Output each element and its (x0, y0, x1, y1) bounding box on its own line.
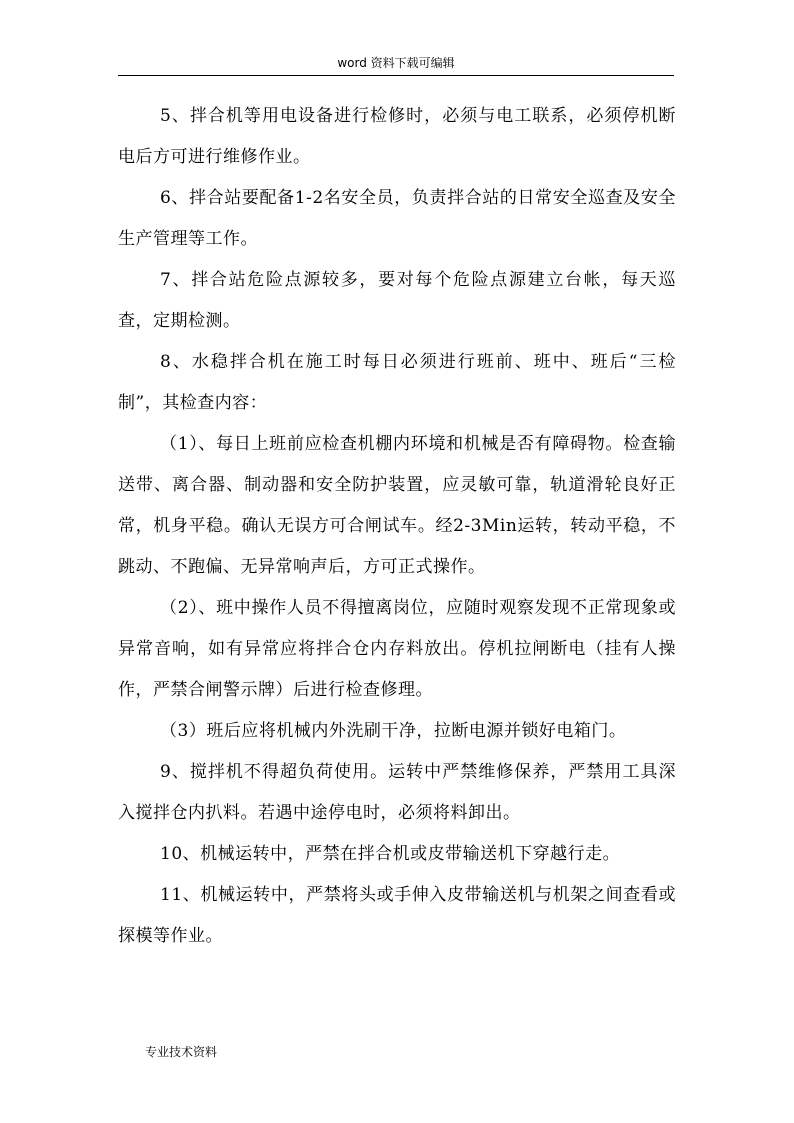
paragraph-8-2: （2）、班中操作人员不得擅离岗位，应随时观察发现不正常现象或异常音响，如有异常应将拌合仓内存料放出。停机拉闸断电（挂有人操作，严禁合闸警示牌）后进行检查修理。 (118, 598, 676, 700)
paragraph-10: 10、机械运转中，严禁在拌合机或皮带输送机下穿越行走。 (160, 844, 621, 864)
paragraph-8: 8、水稳拌合机在施工时每日必须进行班前、班中、班后“三检制”，其检查内容： (118, 352, 676, 413)
page-footer: 专业技术资料 (145, 1045, 218, 1059)
page-header: word 资料下载可编辑 (118, 55, 674, 76)
paragraph-8-3: （3）班后应将机械内外洗刷干净，拉断电源并锁好电箱门。 (160, 721, 627, 741)
paragraph-6: 6、拌合站要配备1-2名安全员，负责拌合站的日常安全巡查及安全生产管理等工作。 (118, 188, 676, 249)
paragraph-7: 7、拌合站危险点源较多，要对每个危险点源建立台帐，每天巡查，定期检测。 (118, 270, 676, 331)
paragraph-8-1: （1）、每日上班前应检查机棚内环境和机械是否有障碍物。检查输送带、离合器、制动器和安全防护装置，应灵敏可靠，轨道滑轮良好正常，机身平稳。确认无误方可合闸试车。经2-3Min运转，转动平稳，不跳动、不跑偏、无异常响声后，方可正式操作。 (118, 434, 676, 577)
paragraph-9: 9、搅拌机不得超负荷使用。运转中严禁维修保养，严禁用工具深入搅拌仓内扒料。若遇中途停电时，必须将料卸出。 (118, 762, 676, 823)
paragraph-5: 5、拌合机等用电设备进行检修时，必须与电工联系，必须停机断电后方可进行维修作业。 (118, 106, 676, 167)
paragraph-11: 11、机械运转中，严禁将头或手伸入皮带输送机与机架之间查看或探模等作业。 (118, 885, 676, 946)
document-body (118, 96, 676, 957)
